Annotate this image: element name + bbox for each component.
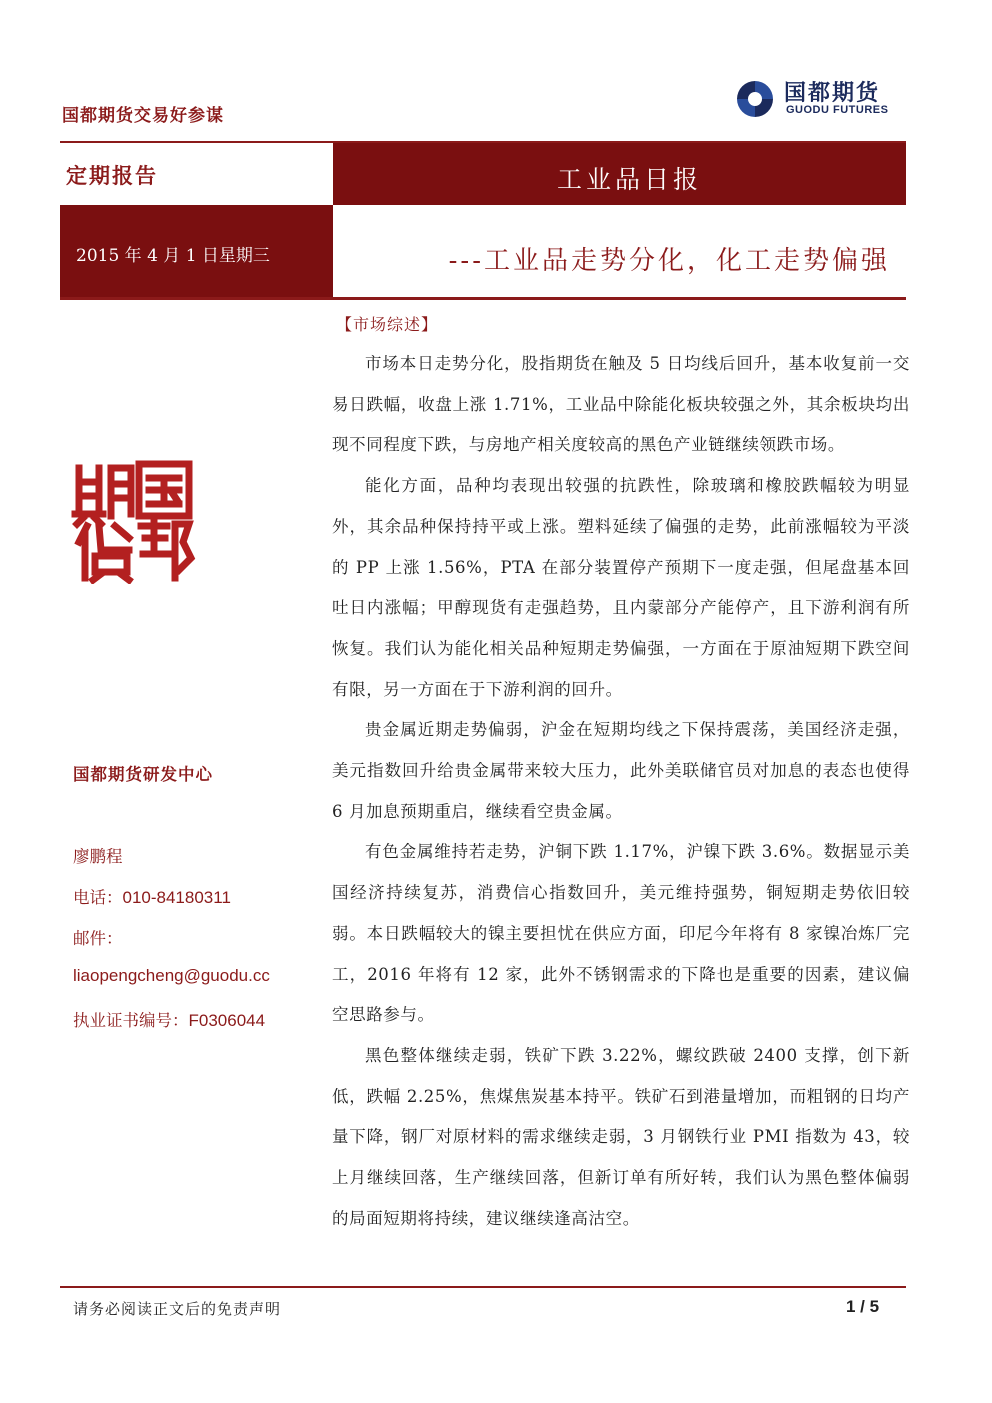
paragraph-overview: 市场本日走势分化，股指期货在触及 5 日均线后回升，基本收复前一交易日跌幅，收盘上涨 1.71%，工业品中除能化板块较强之外，其余板块均出现不同程度下跌，与房地产相关度较高的黑色产业链继续领跌市场。 (332, 354, 910, 455)
market-summary (332, 344, 910, 1239)
footer-rule (60, 1286, 906, 1288)
mail-label: 邮件： (73, 929, 123, 948)
company-logo (730, 74, 906, 122)
certificate-number (73, 1007, 265, 1031)
guodu-logo-icon (734, 78, 776, 120)
date-banner (60, 205, 333, 297)
logo-chinese-name: 国都期货 (784, 81, 881, 106)
cert-label: 执业证书编号： (73, 1011, 189, 1030)
report-date: 2015 年 4 月 1 日星期三 (76, 246, 270, 266)
paragraph-ferrous: 黑色整体继续走弱，铁矿下跌 3.22%，螺纹跌破 2400 支撑，创下新低，跌幅 2.25%，焦煤焦炭基本持平。铁矿石到港量增加，而粗钢的日均产量下降，钢厂对原材料的需求继续走弱，3 月钢铁行业 PMI 指数为 43，较上月继续回落，生产继续回落，但新订单有所好转，我们认为黑色整体偏弱的局面短期将持续，建议继续逢高沽空。 (332, 1045, 910, 1228)
research-center: 国都期货研发中心 (73, 765, 213, 784)
disclaimer-note: 请务必阅读正文后的免责声明 (73, 1300, 282, 1318)
cert-value: F0306044 (188, 1011, 266, 1030)
paragraph-nonferrous-metals: 有色金属维持若走势，沪铜下跌 1.17%，沪镍下跌 3.6%。数据显示美国经济持续复苏，消费信心指数回升，美元维持强势，铜短期走势依旧较弱。本日跌幅较大的镍主要担忧在供应方面，印尼今年将有 8 家镍冶炼厂完工，2016 年将有 12 家，此外不锈钢需求的下降也是重要的因素，建议偏空思路参与。 (332, 842, 910, 1025)
section-title: 【市场综述】 (336, 315, 439, 334)
analyst-phone (73, 884, 231, 908)
logo-english-name: GUODU FUTURES (786, 104, 889, 116)
report-type: 定期报告 (66, 163, 158, 188)
paragraph-precious-metals: 贵金属近期走势偏弱，沪金在短期均线之下保持震荡，美国经济走强，美元指数回升给贵金属带来较大压力，此外美联储官员对加息的表态也使得 6 月加息预期重启，继续看空贵金属。 (332, 720, 910, 821)
title-banner (333, 143, 906, 205)
phone-value: 010-84180311 (122, 888, 231, 907)
report-title: 工业品日报 (556, 165, 702, 194)
analyst-email[interactable]: liaopengcheng@guodu.cc (73, 966, 270, 985)
paragraph-energy-chemicals: 能化方面，品种均表现出较强的抗跌性，除玻璃和橡胶跌幅较为明显外，其余品种保持持平或上涨。塑料延续了偏强的走势，此前涨幅较为平淡的 PP 上涨 1.56%，PTA 在部分装置停产预期下一度走强，但尾盘基本回吐日内涨幅；甲醇现货有走强趋势，且内蒙部分产能停产，且下游利润有所恢复。我们认为能化相关品种短期走势偏强，一方面在于原油短期下跌空间有限，另一方面在于下游利润的回升。 (332, 476, 910, 699)
report-subtitle: ---工业品走势分化，化工走势偏强 (448, 246, 890, 276)
phone-label: 电话： (73, 888, 123, 907)
company-seal-stamp (71, 458, 197, 584)
page-number: 1 / 5 (846, 1297, 880, 1316)
analyst-name: 廖鹏程 (73, 847, 123, 866)
header-bottom-rule (60, 297, 906, 300)
tagline: 国都期货交易好参谋 (62, 106, 224, 126)
